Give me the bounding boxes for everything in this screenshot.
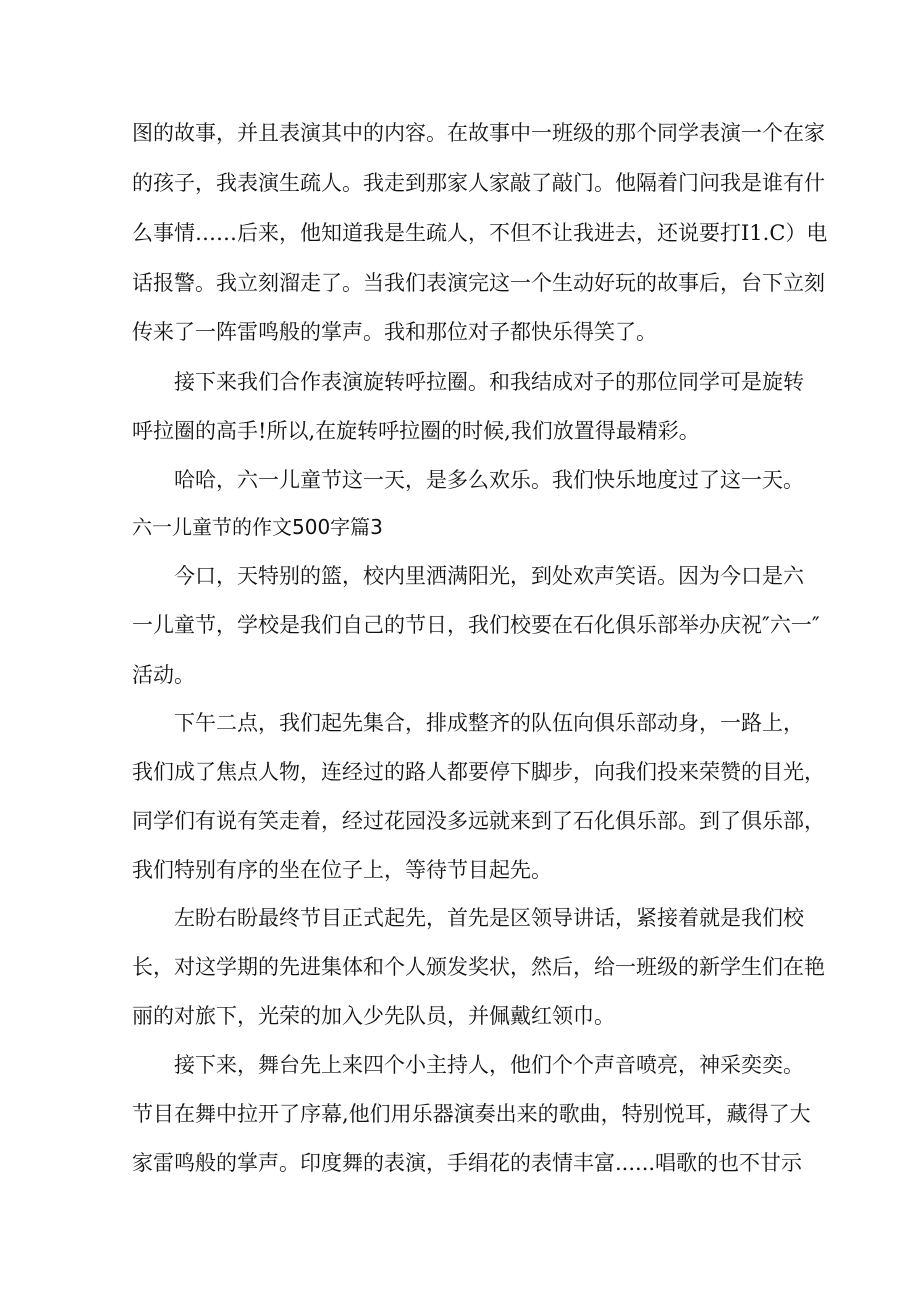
paragraph-4-line-1: 今口，天特别的篮，校内里洒满阳光，到处欢声笑语。因为今口是六 bbox=[174, 564, 804, 588]
paragraph-7-line-2: 节目在舞中拉开了序幕,他们用乐器演奏出来的歌曲，特别悦耳，藏得了大 bbox=[132, 1102, 811, 1126]
paragraph-1-line-2: 的孩子，我表演生疏人。我走到那家人家敲了敲门。他隔着门问我是谁有什 bbox=[132, 171, 825, 195]
paragraph-1-line-5: 传来了一阵雷鸣般的掌声。我和那位对子都快乐得笑了。 bbox=[132, 320, 657, 344]
paragraph-1-line-1: 图的故事，并且表演其中的内容。在故事中一班级的那个同学表演一个在家 bbox=[132, 121, 825, 145]
paragraph-2-line-2: 呼拉圈的高手!所以,在旋转呼拉圈的时候,我们放置得最精彩。 bbox=[132, 419, 700, 443]
paragraph-1-line-4: 话报警。我立刻溜走了。当我们表演完这一个生动好玩的故事后，台下立刻 bbox=[132, 271, 825, 295]
section-heading: 六一儿童节的作文500字篇3 bbox=[132, 515, 383, 539]
paragraph-6-line-1: 左盼右盼最终节目正式起先，首先是区领导讲话，紧接着就是我们校 bbox=[174, 906, 804, 930]
paragraph-5-line-3: 同学们有说有笑走着，经过花园没多远就来到了石化俱乐部。到了俱乐部， bbox=[132, 809, 825, 833]
paragraph-4-line-3: 活动。 bbox=[132, 663, 195, 687]
paragraph-5-line-1: 下午二点，我们起先集合，排成整齐的队伍向俱乐部动身，一路上， bbox=[174, 711, 804, 735]
paragraph-5-line-4: 我们特别有序的坐在位子上，等待节目起先。 bbox=[132, 858, 552, 882]
paragraph-6-line-2: 长，对这学期的先进集体和个人颁发奖状，然后，给一班级的新学生们在艳 bbox=[132, 955, 825, 979]
paragraph-4-line-2: 一儿童节，学校是我们自己的节日，我们校要在石化俱乐部举办庆祝″六一″ bbox=[132, 613, 820, 637]
paragraph-1-line-3: 么事情……后来，他知道我是生疏人，不但不让我进去，还说要打I1.C）电 bbox=[132, 221, 828, 245]
paragraph-7-line-3: 家雷鸣般的掌声。印度舞的表演，手绢花的表情丰富......唱歌的也不甘示 bbox=[132, 1151, 803, 1175]
paragraph-7-line-1: 接下来，舞台先上来四个小主持人，他们个个声音喷亮，神采奕奕。 bbox=[174, 1053, 804, 1077]
paragraph-3-line-1: 哈哈，六一儿童节这一天，是多么欢乐。我们快乐地度过了这一天。 bbox=[174, 468, 804, 492]
paragraph-2-line-1: 接下来我们合作表演旋转呼拉圈。和我结成对子的那位同学可是旋转 bbox=[174, 370, 804, 394]
paragraph-6-line-3: 丽的对旅下，光荣的加入少先队员，并佩戴红领巾。 bbox=[132, 1004, 615, 1028]
paragraph-5-line-2: 我们成了焦点人物，连经过的路人都要停下脚步，向我们投来荣赞的目光， bbox=[132, 760, 825, 784]
